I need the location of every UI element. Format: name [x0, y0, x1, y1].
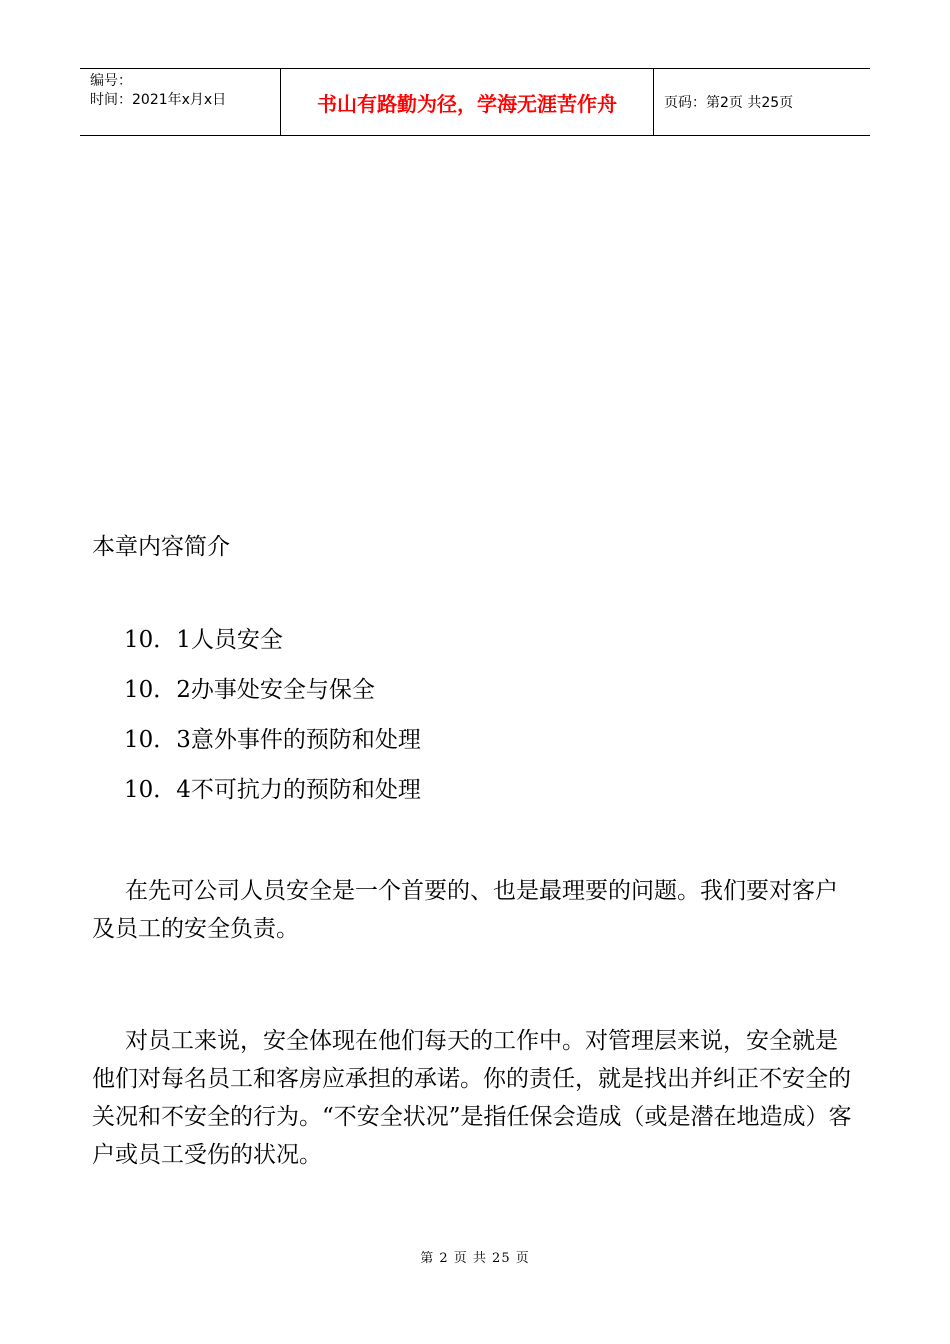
section-title: 本章内容简介 [92, 534, 230, 560]
header-meta [80, 69, 281, 135]
header-page-info: 页码：第2页 共25页 [664, 95, 794, 111]
page-footer: 第 2 页 共 25 页 [420, 1251, 530, 1266]
body-paragraph: 对员工来说，安全体现在他们每天的工作中。对管理层来说，安全就是他们对每名员工和客房应承担的承诺。你的责任，就是找出并纠正不安全的关况和不安全的行为。“不安全状况”是指任保会造成（或是潜在地造成）客户或员工受伤的状况。 [92, 1028, 852, 1168]
body-paragraph: 在先可公司人员安全是一个首要的、也是最理要的问题。我们要对客户及员工的安全负责。 [92, 878, 838, 942]
toc-item: 10．2办事处安全与保全 [124, 677, 375, 703]
toc-item: 10．1人员安全 [124, 627, 283, 653]
header-number-label: 编号： [90, 73, 132, 89]
header-motto: 书山有路勤为径，学海无涯苦作舟 [281, 69, 654, 135]
page-header [80, 68, 870, 136]
toc-item: 10．3意外事件的预防和处理 [124, 727, 421, 753]
table-of-contents [124, 622, 421, 822]
toc-item: 10．4不可抗力的预防和处理 [124, 777, 421, 803]
header-time-label: 时间：2021年x月x日 [90, 92, 227, 108]
